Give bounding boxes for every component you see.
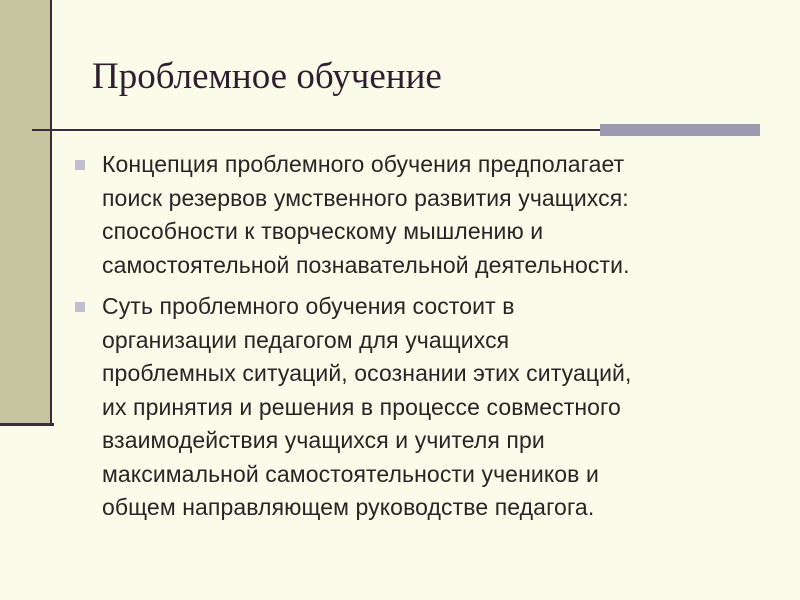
slide-title: Проблемное обучение — [92, 56, 442, 97]
side-band-bottom-rule — [0, 423, 54, 426]
bullet-2-line-1: Суть проблемного обучения состоит в — [102, 293, 515, 319]
bullet-2-line-6: максимальной самостоятельности учеников и — [102, 460, 599, 487]
bullet-item-1 — [70, 148, 770, 282]
bullet-2-line-4: их принятия и решения в процессе совместного — [102, 393, 621, 420]
side-decorative-band — [0, 0, 52, 424]
bullet-1-line-3: способности к творческому мышлению и — [102, 218, 544, 244]
bullet-1-line-1: Концепция проблемного обучения предполагает — [102, 151, 625, 177]
title-divider-accent-bar — [600, 124, 760, 136]
bullet-item-2 — [70, 290, 770, 525]
title-divider-line — [32, 129, 602, 131]
square-bullet-icon — [75, 302, 85, 312]
bullet-1-line-4: самостоятельной познавательной деятельности. — [102, 251, 630, 278]
bullet-2-line-3: проблемных ситуаций, осознании этих ситуаций, — [102, 360, 632, 386]
bullet-list — [70, 148, 770, 533]
bullet-2-line-7: общем направляющем руководстве педагога. — [102, 494, 595, 520]
square-bullet-icon — [75, 160, 85, 170]
bullet-2-line-5: взаимодействия учащихся и учителя при — [102, 427, 545, 453]
bullet-2-line-2: организации педагогом для учащихся — [102, 326, 510, 353]
bullet-1-line-2: поиск резервов умственного развития учащихся: — [102, 184, 629, 211]
